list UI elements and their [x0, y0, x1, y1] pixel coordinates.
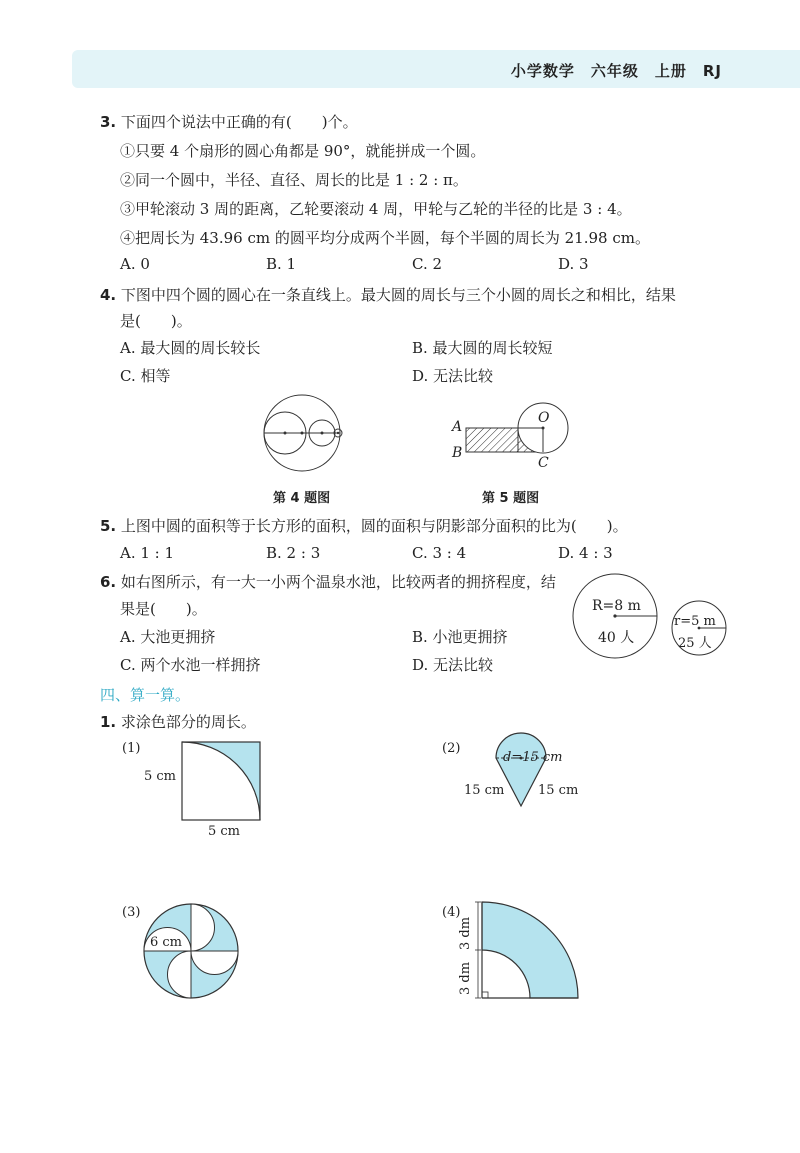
- fig2-right-side: 15 cm: [538, 783, 579, 798]
- q5-stem-text: 上图中圆的面积等于长方形的面积，圆的面积与阴影部分面积的比为( )。: [120, 517, 628, 535]
- q4-stem-text-1: 下图中四个圆的圆心在一条直线上。最大圆的周长与三个小圆的周长之和相比，结果: [120, 286, 676, 304]
- fig1-side-left: 5 cm: [144, 769, 177, 784]
- q3-stem-text: 下面四个说法中正确的有( )个。: [120, 113, 358, 131]
- q6-stem-text-1: 如右图所示，有一大一小两个温泉水池，比较两者的拥挤程度，结: [120, 573, 556, 591]
- header-title: 小学数学 六年级 上册 RJ: [510, 62, 722, 80]
- q3-statement-1: ①只要 4 个扇形的圆心角都是 90°，就能拼成一个圆。: [120, 142, 486, 160]
- fig1-label: (1): [122, 741, 141, 756]
- q6-big-radius: R=8 m: [592, 598, 641, 614]
- q5-option-c[interactable]: C. 3 : 4: [412, 544, 467, 562]
- fig1-square-quarter: [180, 740, 262, 822]
- q3-statement-3: ③甲轮滚动 3 周的距离，乙轮要滚动 4 周，甲轮与乙轮的半径的比是 3 : 4。: [120, 200, 632, 218]
- q6-option-b[interactable]: B. 小池更拥挤: [412, 628, 508, 646]
- section4-q1-stem: [100, 712, 256, 732]
- q5-label-a: A: [452, 419, 463, 435]
- q4-option-d[interactable]: D. 无法比较: [412, 367, 494, 385]
- q4-number: 4.: [100, 286, 117, 304]
- q5-label-c: C: [538, 455, 549, 471]
- fig3-label: (3): [122, 905, 141, 920]
- q4-option-b[interactable]: B. 最大圆的周长较短: [412, 339, 553, 357]
- q6-big-people: 40 人: [598, 630, 635, 646]
- q3-statement-2: ②同一个圆中，半径、直径、周长的比是 1 : 2 : π。: [120, 171, 468, 189]
- q3-option-b[interactable]: B. 1: [266, 255, 297, 273]
- q6-stem-line2: 果是( )。: [120, 600, 207, 618]
- fig4-top-length: 3 dm: [458, 916, 473, 950]
- q5-option-a[interactable]: A. 1 : 1: [120, 544, 175, 562]
- fig4-label: (4): [442, 905, 461, 920]
- section4-q1-number: 1.: [100, 713, 117, 731]
- q6-small-people: 25 人: [678, 636, 712, 651]
- fig2-label: (2): [442, 741, 461, 756]
- q4-option-a[interactable]: A. 最大圆的周长较长: [120, 339, 261, 357]
- q4-figure: [260, 394, 350, 474]
- q6-small-radius: r=5 m: [674, 614, 716, 629]
- fig4-dimension-marks: [474, 900, 482, 1000]
- q6-number: 6.: [100, 573, 117, 591]
- q4-option-c[interactable]: C. 相等: [120, 367, 171, 385]
- q5-stem: [100, 516, 628, 536]
- fig3-length: 6 cm: [150, 935, 183, 950]
- fig4-ring-sector: [480, 900, 580, 1000]
- q3-number: 3.: [100, 113, 117, 131]
- q5-number: 5.: [100, 517, 117, 535]
- fig3-windmill-circle: [142, 902, 240, 1000]
- q6-option-c[interactable]: C. 两个水池一样拥挤: [120, 656, 261, 674]
- q6-stem-line1: [100, 572, 556, 592]
- q4-stem-line2: 是( )。: [120, 312, 192, 330]
- q5-label-b: B: [452, 445, 463, 461]
- q6-pools-figure: [570, 572, 730, 662]
- q4-stem-line1: [100, 285, 676, 305]
- fig2-left-side: 15 cm: [464, 783, 505, 798]
- q4-figure-caption: 第 4 题图: [273, 491, 331, 506]
- q3-option-c[interactable]: C. 2: [412, 255, 443, 273]
- q6-option-d[interactable]: D. 无法比较: [412, 656, 494, 674]
- q5-option-b[interactable]: B. 2 : 3: [266, 544, 321, 562]
- fig2-diameter: d=15 cm: [503, 750, 563, 765]
- q5-option-d[interactable]: D. 4 : 3: [558, 544, 613, 562]
- fig1-side-bottom: 5 cm: [208, 824, 241, 839]
- fig4-bottom-length: 3 dm: [458, 961, 473, 995]
- section4-q1-stem-text: 求涂色部分的周长。: [120, 713, 256, 731]
- q5-figure: [448, 400, 578, 472]
- q6-option-a[interactable]: A. 大池更拥挤: [120, 628, 216, 646]
- section4-title: 四、算一算。: [100, 686, 191, 704]
- q3-statement-4: ④把周长为 43.96 cm 的圆平均分成两个半圆，每个半圆的周长为 21.98 cm。: [120, 229, 650, 247]
- q3-option-a[interactable]: A. 0: [120, 255, 150, 273]
- q5-figure-caption: 第 5 题图: [482, 491, 540, 506]
- q3-stem: [100, 112, 358, 132]
- q5-label-o: O: [538, 410, 550, 426]
- q3-option-d[interactable]: D. 3: [558, 255, 589, 273]
